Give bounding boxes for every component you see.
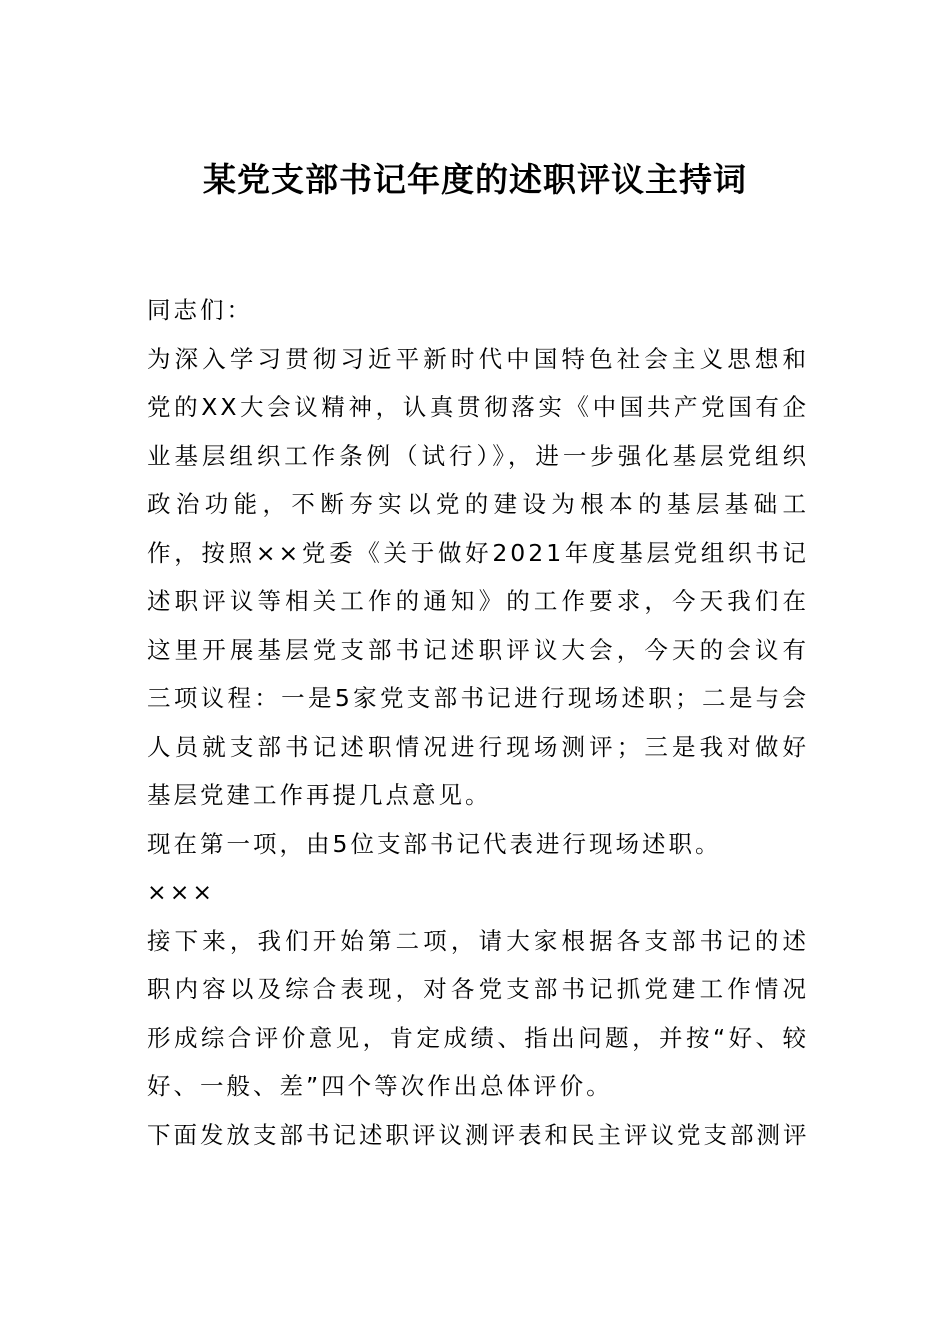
paragraph-item-two: 接下来，我们开始第二项，请大家根据各支部书记的述职内容以及综合表现，对各党支部书记抓党建工作情况形成综合评价意见，肯定成绩、指出问题，并按“好、较好、一般、差”四个等次作出总体评价。 [147,926,809,1100]
paragraph-salutation: 同志们： [147,296,253,324]
paragraph-intro: 为深入学习贯彻习近平新时代中国特色社会主义思想和党的XX大会议精神，认真贯彻落实《中国共产党国有企业基层组织工作条例（试行）》，进一步强化基层党组织政治功能，不断夯实以党的建设为根本的基层基础工作，按照××党委《关于做好2021年度基层党组织书记述职评议等相关工作的通知》的工作要求，今天我们在这里开展基层党支部书记述职评议大会，今天的会议有三项议程：一是5家党支部书记进行现场述职；二是与会人员就支部书记述职情况进行现场测评；三是我对做好基层党建工作再提几点意见。 [147,344,809,809]
paragraph-item-one: 现在第一项，由5位支部书记代表进行现场述职。 [147,829,722,858]
paragraph-distribution: 下面发放支部书记述职评议测评表和民主评议党支部测评 [147,1120,809,1149]
document-body [147,286,809,1159]
document-title: 某党支部书记年度的述职评议主持词 [203,160,747,199]
paragraph-speaker-placeholder: ××× [147,878,216,906]
